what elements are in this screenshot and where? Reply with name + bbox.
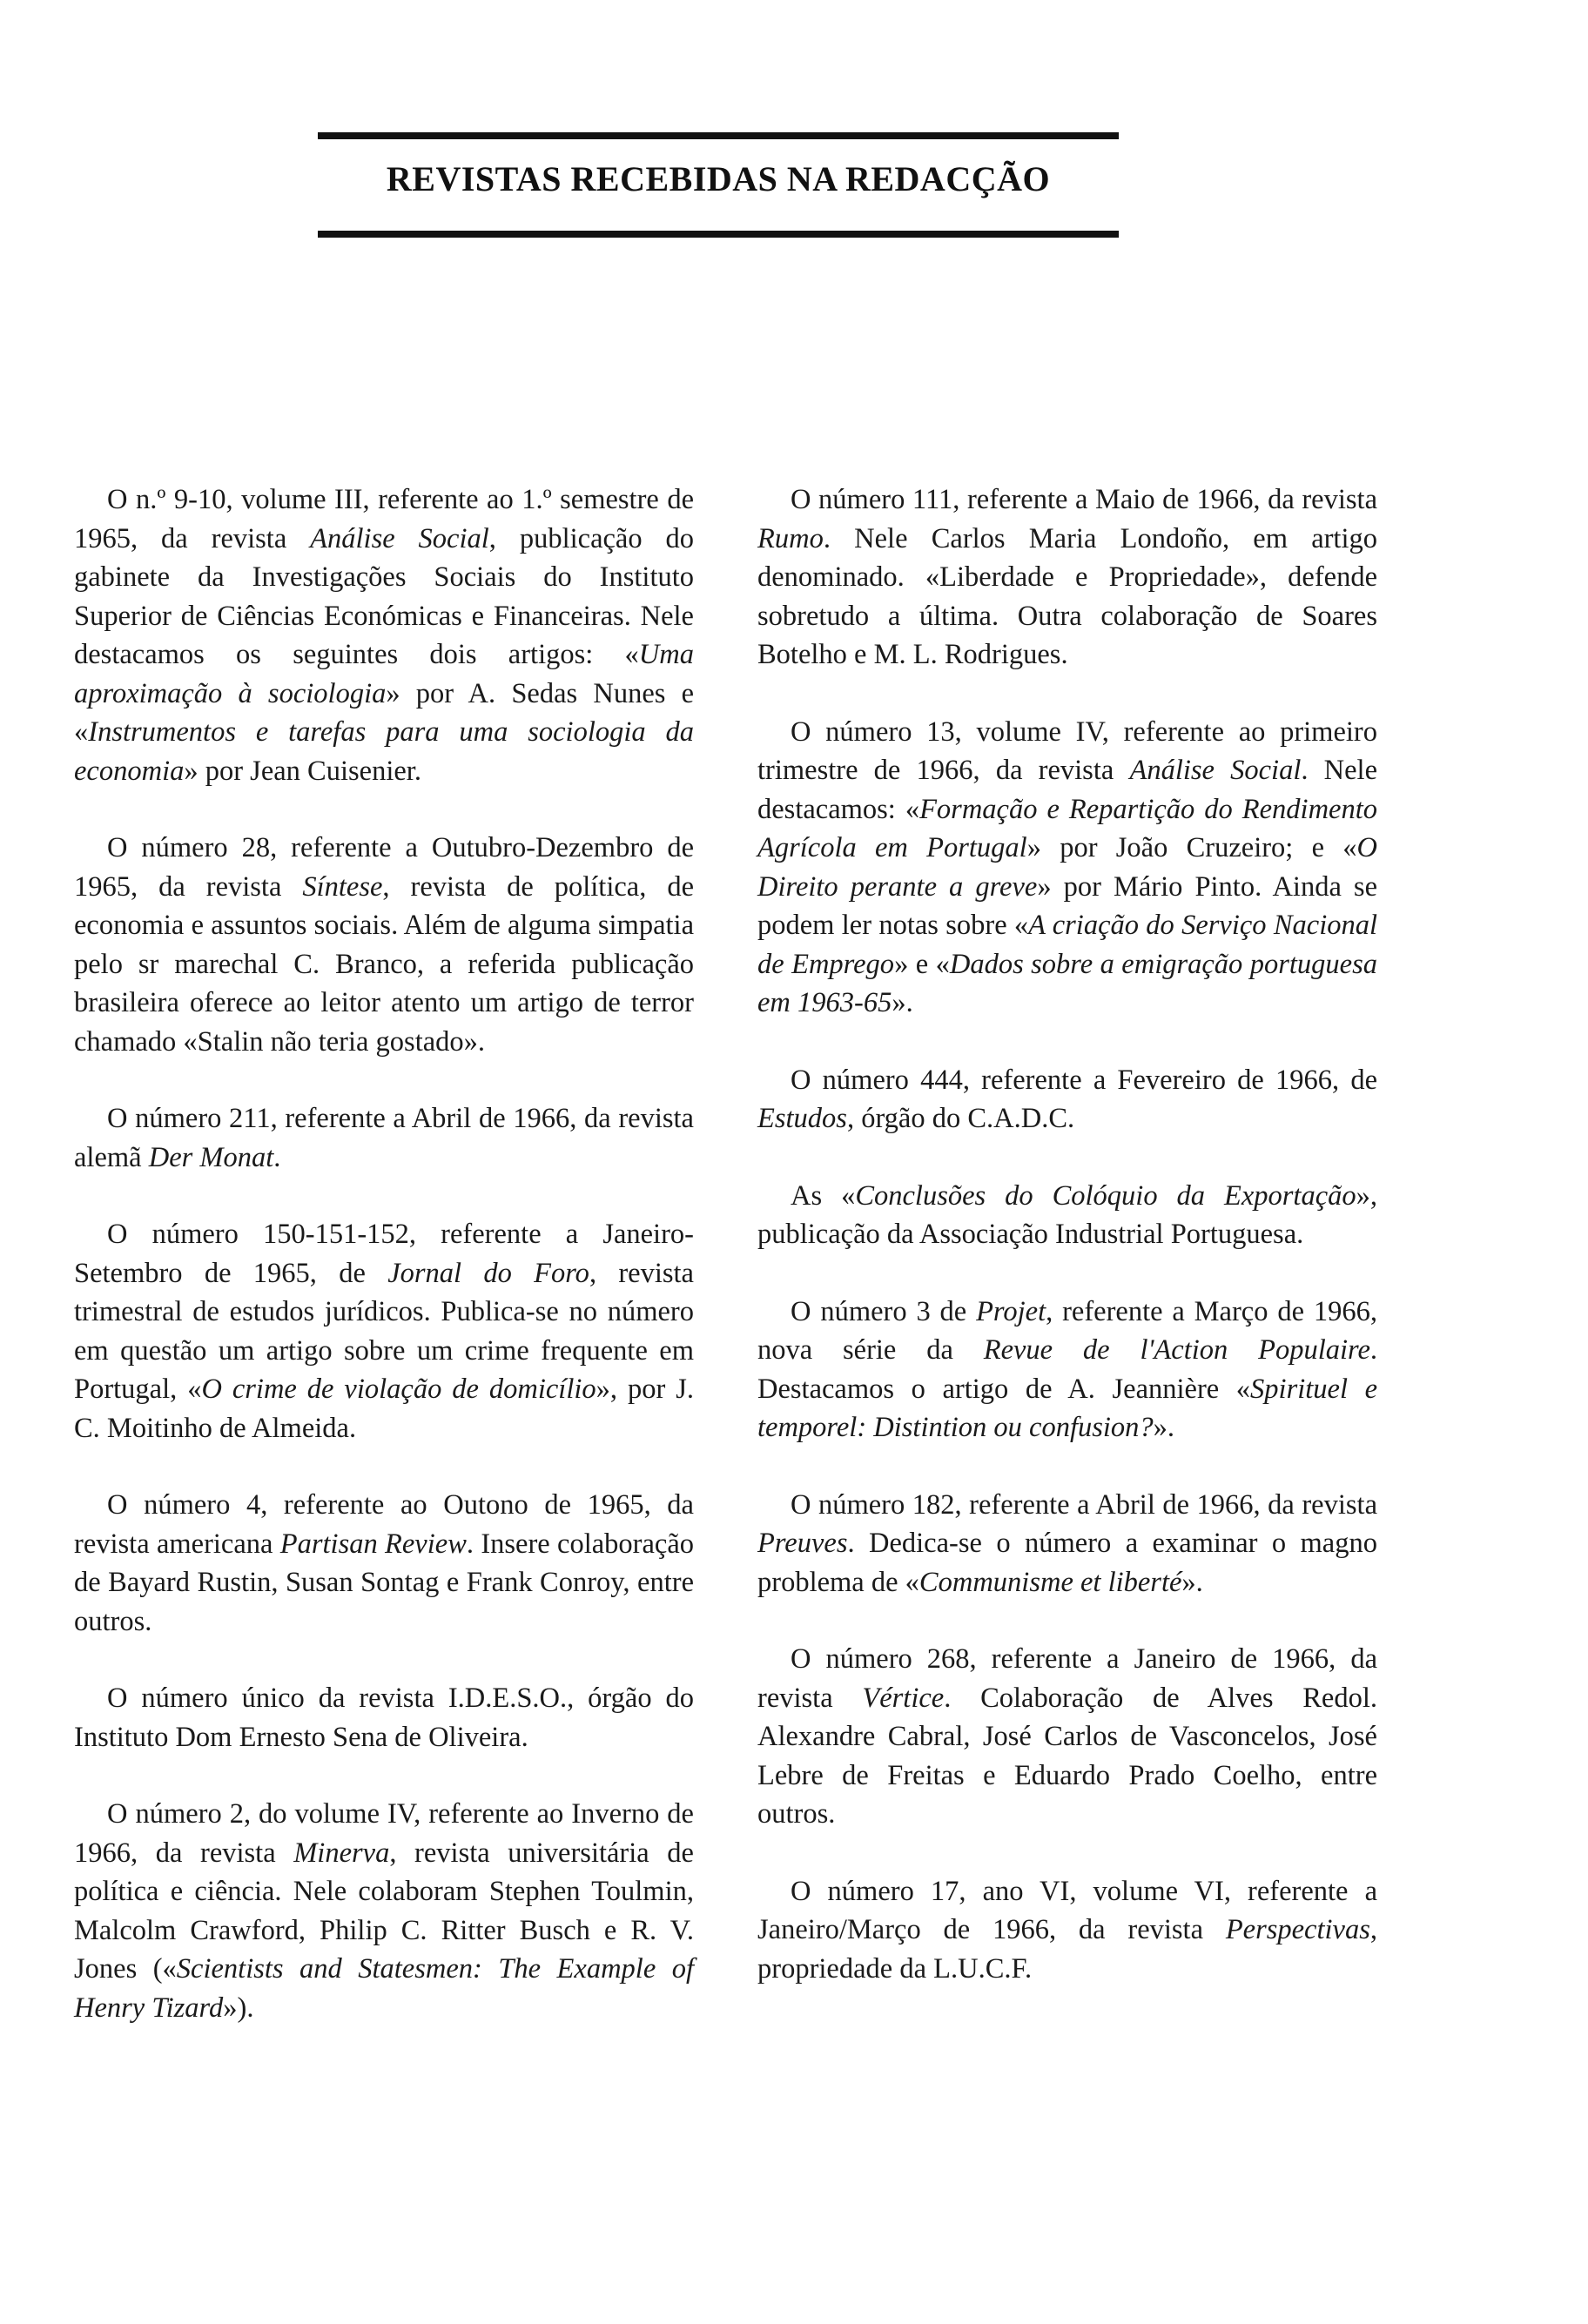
publication-title: Minerva	[293, 1837, 390, 1869]
publication-title: A criação do Serviço Nacional de Emprego	[757, 910, 1378, 980]
publication-title: O Direito perante a greve	[757, 832, 1377, 903]
entry-text: , revista de política, de economia e assuntos sociais. Além de alguma simpatia pelo sr marechal C. Branco, a referida publicação brasileira oferece ao leitor atento um artigo de terror chamado «Stalin não teria gostado».	[74, 870, 694, 1058]
publication-title: Conclusões do Colóquio da Exportação	[855, 1179, 1356, 1212]
entry-text: . Nele Carlos Maria Londoño, em artigo denominado. «Liberdade e Propriedade», defende sobretudo a última. Outra colaboração de Soares Botelho e M. L. Rodrigues.	[757, 522, 1377, 670]
entry-text: O número 3 de	[791, 1295, 977, 1327]
publication-title: Análise Social	[310, 522, 489, 554]
entry-text: O número único da revista I.D.E.S.O., órgão do Instituto Dom Ernesto Sena de Oliveira.	[74, 1683, 694, 1753]
publication-title: Dados sobre a emigração portuguesa em 1963-65	[757, 948, 1377, 1018]
entry-text: As «	[791, 1179, 856, 1212]
publication-title: Projet	[976, 1295, 1046, 1327]
entry-text: » por João Cruzeiro; e «	[1026, 832, 1357, 863]
review-entry	[74, 829, 694, 1061]
entry-text: O número 268, referente a Janeiro de 1966, da revista	[757, 1643, 1377, 1714]
review-entry	[757, 1293, 1377, 1447]
publication-title: Formação e Repartição do Rendimento Agrícola em Portugal	[757, 793, 1377, 863]
review-entry	[757, 713, 1377, 1023]
publication-title: Partisan Review	[279, 1528, 467, 1560]
review-entry	[74, 480, 694, 790]
review-entry	[757, 1061, 1377, 1138]
entry-text: . Destacamos o artigo de A. Jeannière «	[757, 1334, 1377, 1405]
entry-text: O número 13, volume IV, referente ao primeiro trimestre de 1966, da revista	[757, 715, 1377, 786]
review-entry	[757, 1640, 1377, 1834]
publication-title: Vértice	[862, 1682, 945, 1714]
review-entry	[74, 1679, 694, 1756]
review-entry	[757, 1486, 1377, 1602]
entry-text: , publicação do gabinete da Investigações Sociais do Instituto Superior de Ciências Económicas e Financeiras. Nele destacamos os seguintes dois artigos: «	[74, 522, 694, 670]
entry-text: », publicação da Associação Industrial Portuguesa.	[757, 1179, 1377, 1250]
review-entry	[74, 1486, 694, 1641]
publication-title: Instrumentos e tarefas para uma sociologia da economia	[74, 716, 694, 787]
publication-title: Perspectivas	[1225, 1914, 1370, 1945]
entry-text: O número 111, referente a Maio de 1966, da revista	[791, 484, 1377, 515]
review-entry	[74, 1215, 694, 1447]
left-column	[74, 480, 694, 2065]
entry-text: , revista trimestral de estudos jurídicos. Publica-se no número em questão um artigo sobre um crime frequente em Portugal, «	[74, 1257, 694, 1405]
entry-text: O número 444, referente a Fevereiro de 1966, de	[791, 1064, 1377, 1096]
entry-text: , revista universitária de política e ciência. Nele colaboram Stephen Toulmin, Malcolm Crawford, Philip C. Ritter Busch e R. V. Jones («	[74, 1837, 694, 1985]
entry-text: .	[273, 1141, 281, 1173]
entry-text: »).	[223, 1992, 254, 2024]
entry-text: », por J. C. Moitinho de Almeida.	[74, 1374, 694, 1444]
entry-text: » e «	[894, 948, 950, 980]
publication-title: Preuves	[757, 1528, 848, 1559]
publication-title: Spirituel e temporel: Distintion ou confusion?	[757, 1373, 1377, 1443]
entry-text: , órgão do C.A.D.C.	[846, 1103, 1075, 1134]
entry-text: , propriedade da L.U.C.F.	[757, 1914, 1377, 1985]
review-entry	[757, 1177, 1377, 1254]
right-column	[757, 480, 1377, 2026]
header-rule-top	[318, 132, 1119, 139]
entry-text: » por Jean Cuisenier.	[184, 755, 421, 787]
publication-title: Síntese	[302, 870, 383, 903]
entry-text: . Dedica-se o número a examinar o magno problema de «	[757, 1528, 1377, 1598]
entry-text: O número 182, referente a Abril de 1966, da revista	[791, 1488, 1377, 1521]
review-entry	[74, 1099, 694, 1177]
entry-text: O número 4, referente ao Outono de 1965, da revista americana	[74, 1489, 694, 1560]
entry-text: . Nele destacamos: «	[757, 755, 1378, 825]
publication-title: Rumo	[757, 522, 824, 554]
entry-text: . Insere colaboração de Bayard Rustin, Susan Sontag e Frank Conroy, entre outros.	[74, 1528, 694, 1637]
entry-text: O número 211, referente a Abril de 1966, da revista alemã	[74, 1103, 694, 1173]
entry-text: O número 17, ano VI, volume VI, referente a Janeiro/Março de 1966, da revista	[757, 1875, 1377, 1945]
entry-text: » por A. Sedas Nunes e «	[74, 677, 695, 748]
publication-title: Revue de l'Action Populaire	[983, 1334, 1370, 1366]
publication-title: Scientists and Statesmen: The Example of Henry Tizard	[74, 1953, 694, 2024]
review-entry	[757, 480, 1377, 675]
entry-text: , referente a Março de 1966, nova série da	[757, 1295, 1377, 1366]
entry-text: O número 2, do volume IV, referente ao Inverno de 1966, da revista	[74, 1798, 694, 1869]
review-entry	[757, 1872, 1377, 1989]
review-entry	[74, 1795, 694, 2027]
entry-text: O número 150-151-152, referente a Janeiro-Setembro de 1965, de	[74, 1219, 694, 1289]
entry-text: ».	[1181, 1566, 1203, 1598]
entry-text: . Colaboração de Alves Redol. Alexandre Cabral, José Carlos de Vasconcelos, José Lebre de Freitas e Eduardo Prado Coelho, entre outros.	[757, 1682, 1377, 1830]
publication-title: Der Monat	[148, 1141, 274, 1173]
entry-text: O número 28, referente a Outubro-Dezembro de 1965, da revista	[74, 832, 694, 903]
entry-text: ».	[892, 987, 913, 1018]
publication-title: O crime de violação de domicílio	[201, 1374, 596, 1405]
publication-title: Estudos	[757, 1103, 847, 1134]
publication-title: Communisme et liberté	[918, 1566, 1182, 1598]
entry-text: » por Mário Pinto. Ainda se podem ler notas sobre «	[757, 870, 1377, 941]
entry-text: O n.º 9-10, volume III, referente ao 1.º semestre de 1965, da revista	[74, 484, 694, 554]
publication-title: Jornal do Foro	[387, 1257, 589, 1289]
publication-title: Uma aproximação à sociologia	[74, 639, 694, 709]
publication-title: Análise Social	[1129, 755, 1302, 786]
page-title: REVISTAS RECEBIDAS NA REDACÇÃO	[386, 159, 1051, 198]
header-rule-bottom	[318, 231, 1119, 238]
entry-text: ».	[1153, 1412, 1175, 1443]
